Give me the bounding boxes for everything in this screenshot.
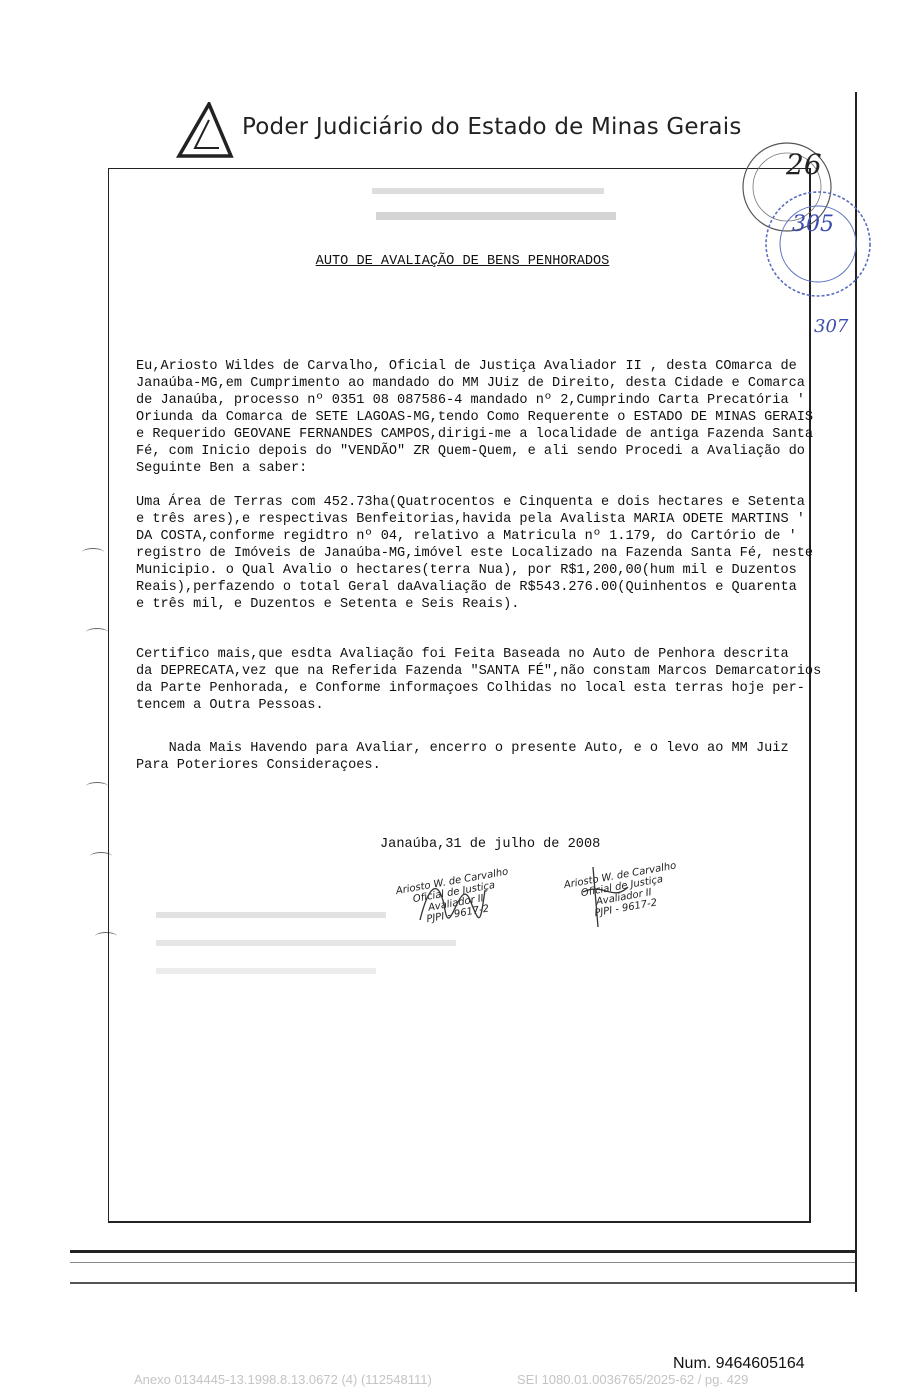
blue-protocol-stamp: [762, 188, 874, 300]
margin-mark: [82, 548, 104, 557]
document-title-text: AUTO DE AVALIAÇÃO DE BENS PENHORADOS: [315, 254, 610, 269]
body-paragraph: Certifico mais,que esdta Avaliação foi Feita Baseada no Auto de Penhora descrita da DEPRECATA,vez que na Referida Fazenda "SANTA FÉ",não constam Marcos Demarcatorios da Parte Penhorada, e Conforme informaçoes Colhidas no local esta terras hoje per- tencem a Outra Pessoas.: [136, 647, 822, 713]
letterhead: [175, 100, 775, 160]
margin-mark: [86, 782, 108, 791]
body-paragraph: Nada Mais Havendo para Avaliar, encerro o presente Auto, e o levo ao MM Juiz Para Poteriores Consideraçoes.: [136, 741, 789, 773]
place-date: Janaúba,31 de julho de 2008: [380, 837, 601, 852]
folio-number-handwritten: 305: [792, 212, 834, 237]
court-name: Poder Judiciário do Estado de Minas Gerais: [242, 114, 742, 140]
show-through-text: [156, 912, 386, 918]
document-number: Num. 9464605164: [673, 1355, 805, 1372]
annex-reference: Anexo 0134445-13.1998.8.13.0672 (4) (112548111): [134, 1372, 432, 1387]
handwritten-signature: [410, 870, 490, 930]
court-logo-icon: [175, 102, 235, 158]
margin-mark: [86, 628, 108, 637]
scan-bottom-line: [70, 1250, 855, 1253]
body-paragraph: Uma Área de Terras com 452.73ha(Quatrocentos e Cinquenta e dois hectares e Setenta e três ares),e respectivas Benfeitorias,havida pela Avalista MARIA ODETE MARTINS ' DA COSTA,conforme regidtro nº 04, relativo a Matricula nº 1.179, do Cartório de ' registro de Imóveis de Janaúba-MG,imóvel este Localizado na Fazenda Santa Fé, neste Municipio. o Qual Avalio o hectares(terra Nua), por R$1,200,00(hum mil e Duzentos Reais),perfazendo o total Geral daAvaliação de R$543.276.00(Quinhentos e Quarenta e três mil, e Duzentos e Setenta e Seis Reais).: [136, 495, 814, 612]
handwritten-signature: [578, 862, 638, 932]
show-through-text: [372, 188, 604, 194]
show-through-text: [156, 940, 456, 946]
signature-stamp: Ariosto W. de Carvalho Oficial de Justiça Avaliador II PJPI - 9617-2: [563, 860, 678, 920]
sei-page-reference: SEI 1080.01.0036765/2025-62 / pg. 429: [517, 1372, 749, 1387]
scan-bottom-line-3: [70, 1282, 855, 1284]
folio-number-handwritten: 307: [814, 316, 849, 337]
show-through-text: [156, 968, 376, 974]
folio-number-handwritten: 26: [786, 148, 822, 181]
scan-bottom-line-2: [70, 1262, 855, 1263]
show-through-text: [376, 212, 616, 220]
signature-stamp: Ariosto W. de Carvalho Oficial de Justiça Avaliador II PJPI - 9617-2: [395, 866, 510, 926]
body-paragraph: Eu,Ariosto Wildes de Carvalho, Oficial de Justiça Avaliador II , desta COmarca de Janaúba-MG,em Cumprimento ao mandado do MM JUiz de Direito, desta Cidade e Comarca de Janaúba, processo nº 0351 08 087586-4 mandado nº 2,Cumprindo Carta Precatória ' Oriunda da Comarca de SETE LAGOAS-MG,tendo Como Requerente o ESTADO DE MINAS GERAIS e Requerido GEOVANE FERNANDES CAMPOS,dirigi-me a localidade de antiga Fazenda Santa Fé, com Inicio depois do "VENDÃO" ZR Quem-Quem, e ali sendo Procedi a Avaliação do Seguinte Ben a saber:: [136, 359, 814, 476]
document-title: [0, 254, 915, 269]
